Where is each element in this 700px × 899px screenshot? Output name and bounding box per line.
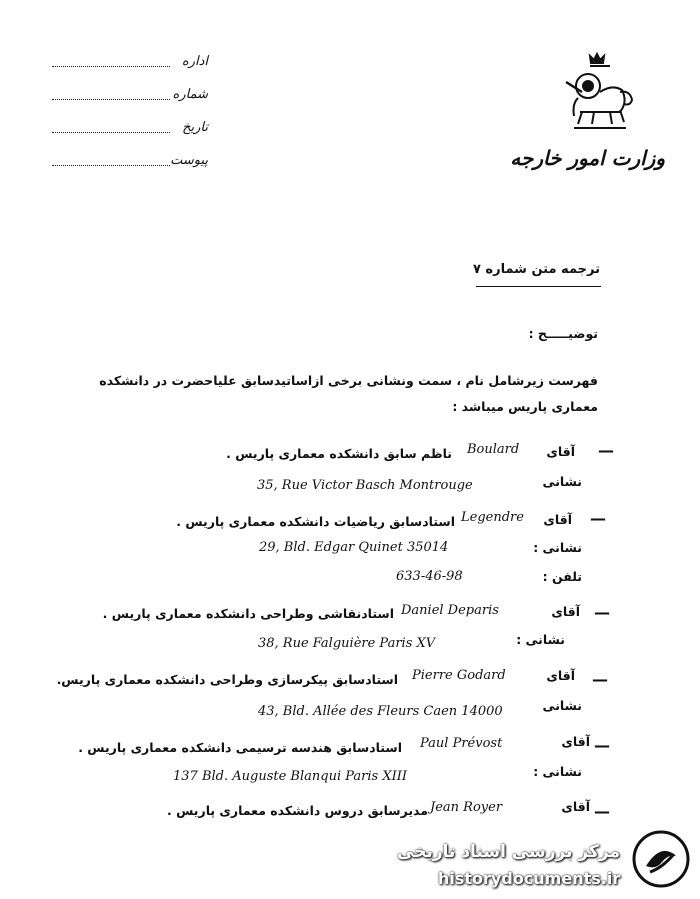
watermark-title: مرکز بررسی اسناد تاریخی: [397, 842, 620, 862]
intro-line-1: فهرست زیرشامل نام ، سمت ونشانی برخی ازاساتیدسابق علیاحضرت در دانشکده: [99, 373, 598, 388]
entry-phone: 633-46-98: [396, 569, 463, 584]
entry-title: آقای: [551, 604, 580, 619]
entry-name: Paul Prévost: [420, 736, 503, 751]
entry-name: Daniel Deparis: [401, 603, 499, 618]
entry-address: 137 Bld. Auguste Blanqui Paris XIII: [173, 769, 407, 784]
archive-logo-icon: [632, 830, 690, 888]
entry-role: مدیرسابق دروس دانشکده معماری پاریس .: [167, 803, 428, 818]
entry-name: Legendre: [461, 510, 524, 525]
lion-and-sun-emblem-icon: [560, 52, 636, 134]
ministry-title: وزارت امور خارجه: [510, 146, 665, 170]
address-label: نشانی :: [516, 632, 565, 647]
entry-title: آقای: [546, 668, 575, 683]
entry-role: ناظم سابق دانشکده معماری پاریس .: [226, 446, 452, 461]
entry-title: آقای: [546, 444, 575, 459]
bullet-dash: —: [592, 670, 608, 689]
title-underline: [476, 286, 601, 287]
entry-name: Boulard: [467, 442, 520, 457]
entry-address: 35, Rue Victor Basch Montrouge: [257, 478, 473, 493]
address-label: نشانی :: [533, 540, 582, 555]
address-label: نشانی: [542, 474, 582, 489]
entry-address: 29, Bld. Edgar Quinet 35014: [259, 540, 449, 555]
field-label-attachment: پیوست: [170, 153, 208, 168]
address-label: نشانی: [542, 698, 582, 713]
field-label-date: تاریخ: [182, 120, 208, 135]
bullet-dash: —: [594, 736, 610, 755]
field-label-office: اداره: [181, 54, 208, 69]
field-line: [52, 132, 170, 133]
entry-role: استادنقاشی وطراحی دانشکده معماری پاریس .: [102, 606, 394, 621]
entry-name: Jean Royer: [430, 800, 503, 815]
field-line: [52, 99, 170, 100]
intro-line-2: معماری پاریس میباشد :: [452, 399, 598, 414]
document-title: ترجمه متن شماره ۷: [472, 262, 600, 277]
address-label: نشانی :: [533, 764, 582, 779]
entry-role: استادسابق پیکرسازی وطراحی دانشکده معماری پاریس.: [56, 672, 398, 687]
entry-role: استادسابق هندسه ترسیمی دانشکده معماری پاریس .: [78, 740, 402, 755]
entry-role: استادسابق ریاضیات دانشکده معماری پاریس .: [176, 514, 455, 529]
entry-name: Pierre Godard: [412, 668, 506, 683]
phone-label: تلفن :: [542, 569, 582, 584]
bullet-dash: —: [594, 603, 610, 622]
entry-address: 43, Bld. Allée des Fleurs Caen 14000: [258, 704, 503, 719]
note-label: توضیـــــح :: [528, 326, 598, 341]
bullet-dash: —: [594, 802, 610, 821]
watermark-url: historydocuments.ir: [438, 869, 621, 888]
field-line: [52, 165, 170, 166]
entry-title: آقای: [561, 734, 590, 749]
field-label-number: شماره: [172, 87, 208, 102]
bullet-dash: —: [590, 509, 606, 528]
bullet-dash: —: [598, 441, 614, 460]
entry-title: آقای: [561, 799, 590, 814]
field-line: [52, 66, 170, 67]
entry-address: 38, Rue Falguière Paris XV: [258, 636, 436, 651]
entry-title: آقای: [543, 512, 572, 527]
